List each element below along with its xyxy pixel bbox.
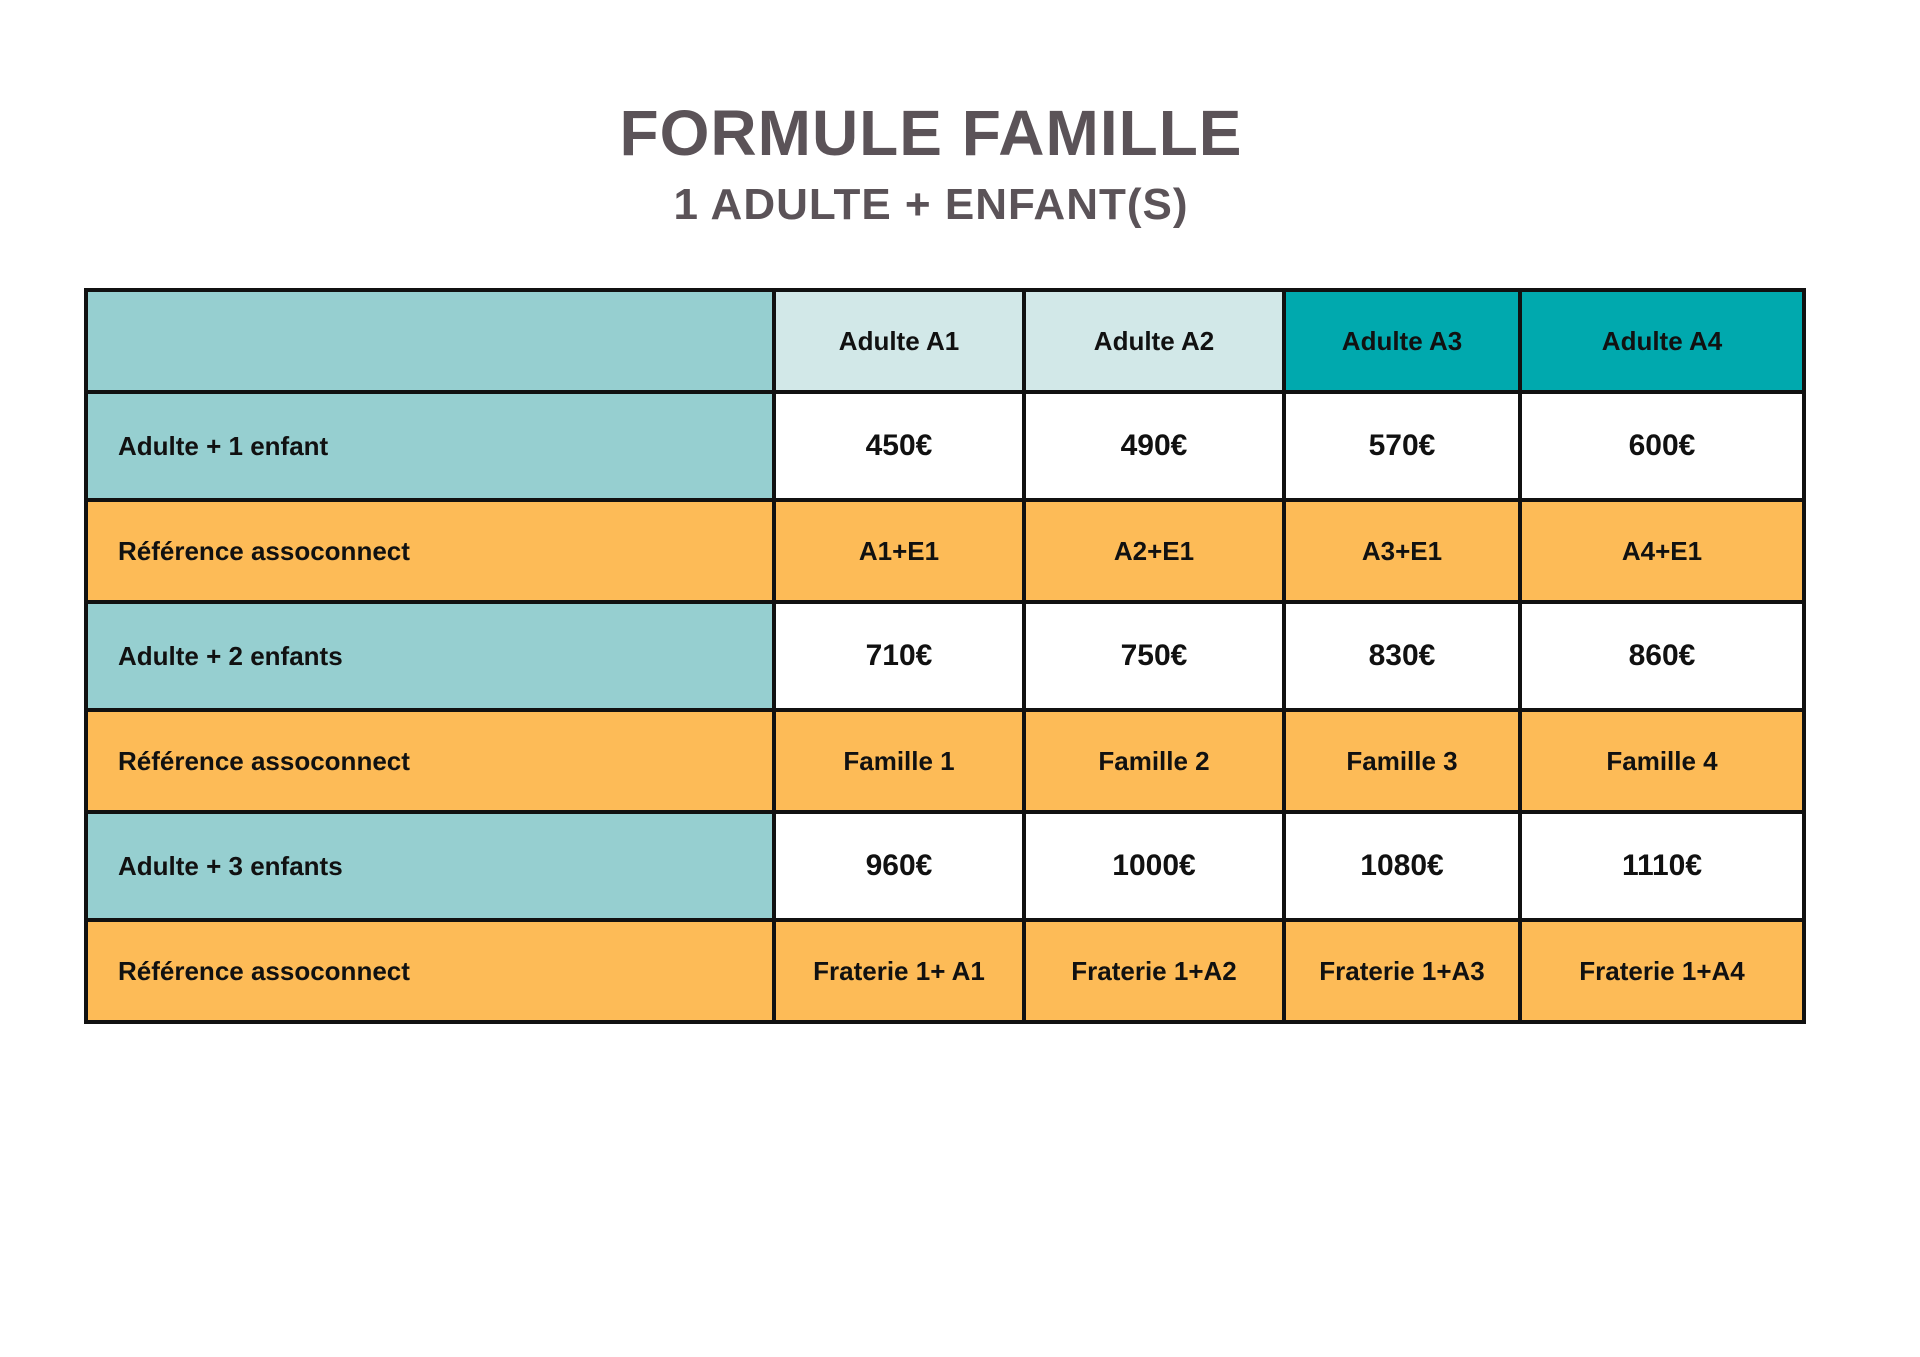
- table-row: [86, 602, 1804, 710]
- reference-cell: A3+E1: [1284, 500, 1520, 602]
- reference-cell: Fraterie 1+A4: [1520, 920, 1804, 1022]
- reference-cell: Fraterie 1+A3: [1284, 920, 1520, 1022]
- price-cell: 570€: [1284, 392, 1520, 500]
- price-cell: 710€: [774, 602, 1024, 710]
- reference-cell: Famille 4: [1520, 710, 1804, 812]
- price-cell: 600€: [1520, 392, 1804, 500]
- price-cell: 1110€: [1520, 812, 1804, 920]
- reference-cell: Famille 1: [774, 710, 1024, 812]
- header-adulte-a3: Adulte A3: [1284, 290, 1520, 392]
- pricing-table: [84, 288, 1806, 1024]
- reference-cell: Famille 2: [1024, 710, 1284, 812]
- table-header-row: [86, 290, 1804, 392]
- reference-cell: Fraterie 1+ A1: [774, 920, 1024, 1022]
- table-row: [86, 392, 1804, 500]
- table-row: [86, 920, 1804, 1022]
- page-subtitle: 1 ADULTE + ENFANT(S): [673, 180, 1189, 229]
- row-label: Référence assoconnect: [86, 500, 774, 602]
- reference-cell: Famille 3: [1284, 710, 1520, 812]
- price-cell: 450€: [774, 392, 1024, 500]
- price-cell: 960€: [774, 812, 1024, 920]
- reference-cell: Fraterie 1+A2: [1024, 920, 1284, 1022]
- reference-cell: A1+E1: [774, 500, 1024, 602]
- table-row: [86, 812, 1804, 920]
- row-label: Adulte + 2 enfants: [86, 602, 774, 710]
- page-title: FORMULE FAMILLE: [619, 97, 1243, 169]
- reference-cell: A2+E1: [1024, 500, 1284, 602]
- price-cell: 1000€: [1024, 812, 1284, 920]
- header-adulte-a1: Adulte A1: [774, 290, 1024, 392]
- price-cell: 860€: [1520, 602, 1804, 710]
- reference-cell: A4+E1: [1520, 500, 1804, 602]
- header-adulte-a4: Adulte A4: [1520, 290, 1804, 392]
- row-label: Référence assoconnect: [86, 920, 774, 1022]
- price-cell: 490€: [1024, 392, 1284, 500]
- row-label: Référence assoconnect: [86, 710, 774, 812]
- row-label: Adulte + 3 enfants: [86, 812, 774, 920]
- table-row: [86, 500, 1804, 602]
- header-adulte-a2: Adulte A2: [1024, 290, 1284, 392]
- price-cell: 1080€: [1284, 812, 1520, 920]
- table-row: [86, 710, 1804, 812]
- price-cell: 750€: [1024, 602, 1284, 710]
- price-cell: 830€: [1284, 602, 1520, 710]
- header-corner-cell: [86, 290, 774, 392]
- row-label: Adulte + 1 enfant: [86, 392, 774, 500]
